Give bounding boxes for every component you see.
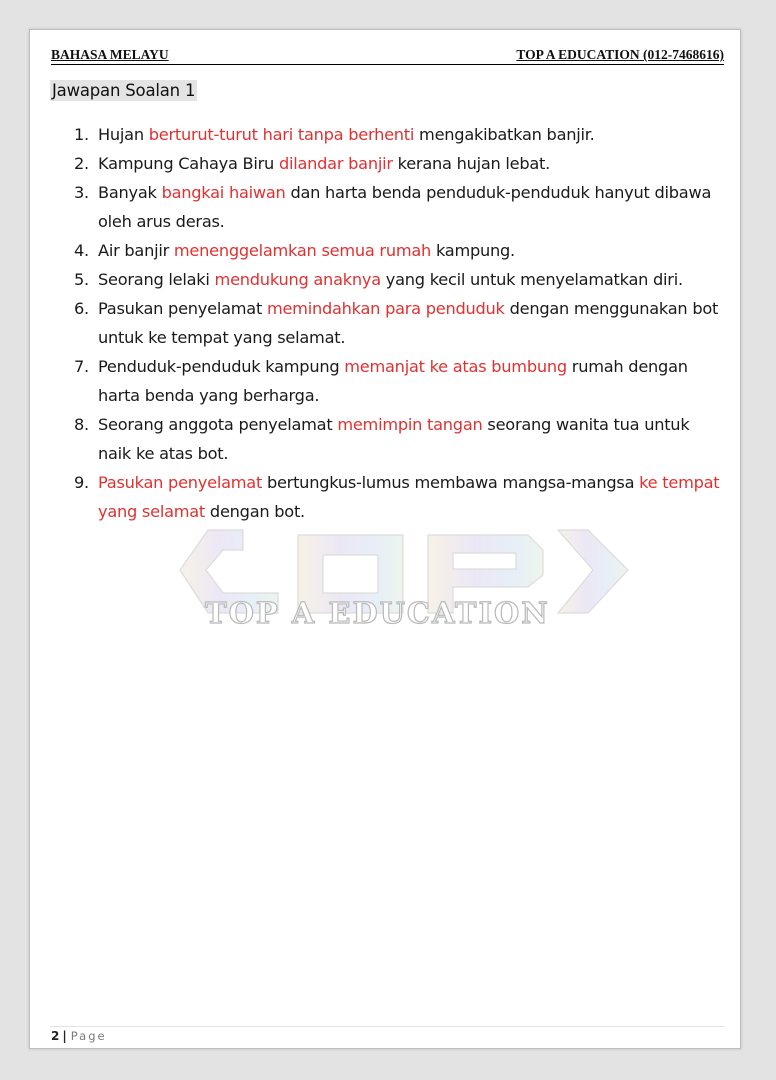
answer-item — [74, 468, 724, 526]
answer-item — [74, 149, 724, 178]
answer-text: Kampung Cahaya Biru — [98, 154, 279, 173]
answer-number: 7. — [74, 357, 89, 376]
answer-number: 4. — [74, 241, 89, 260]
answer-text: dan harta benda penduduk-penduduk hanyut dibawa oleh arus deras. — [98, 183, 712, 231]
answer-text: bertungkus-lumus membawa mangsa-mangsa — [262, 473, 640, 492]
header-publisher: TOP A EDUCATION (012-7468616) — [516, 47, 724, 62]
answer-text: seorang wanita tua untuk naik ke atas bot. — [98, 415, 690, 463]
watermark-text: TOP A EDUCATION — [205, 596, 550, 630]
page-header — [51, 44, 724, 65]
answer-keyword: memindahkan para penduduk — [266, 299, 505, 318]
answer-item — [74, 120, 724, 149]
answer-number: 3. — [74, 183, 89, 202]
answer-text: mengakibatkan banjir. — [414, 125, 595, 144]
answer-text: Hujan — [98, 125, 149, 144]
answer-text: Penduduk-penduduk kampung — [98, 357, 345, 376]
answer-item — [74, 178, 724, 236]
document-page — [29, 29, 741, 1049]
answer-keyword: menenggelamkan semua rumah — [173, 241, 432, 260]
answer-text: Seorang anggota penyelamat — [98, 415, 338, 434]
answer-text: dengan menggunakan bot untuk ke tempat yang selamat. — [98, 299, 719, 347]
answer-keyword: mendukung anaknya — [214, 270, 381, 289]
answer-text: Pasukan penyelamat — [98, 299, 267, 318]
page-footer — [51, 1029, 107, 1043]
answer-item — [74, 294, 724, 352]
answer-number: 1. — [74, 125, 89, 144]
header-subject: BAHASA MELAYU — [51, 47, 169, 62]
answer-number: 9. — [74, 473, 89, 492]
footer-divider — [50, 1026, 724, 1027]
answer-keyword: dilandar banjir — [278, 154, 393, 173]
page-number: 2 — [51, 1029, 60, 1043]
answer-text: dengan bot. — [205, 502, 305, 521]
answer-item — [74, 265, 724, 294]
answer-text: yang kecil untuk menyelamatkan diri. — [380, 270, 683, 289]
answer-number: 5. — [74, 270, 89, 289]
answer-keyword: memanjat ke atas bumbung — [344, 357, 567, 376]
answer-keyword: berturut-turut hari tanpa berhenti — [148, 125, 415, 144]
answer-text: rumah dengan harta benda yang berharga. — [98, 357, 688, 405]
answer-text: Air banjir — [98, 241, 174, 260]
answer-number: 2. — [74, 154, 89, 173]
section-title: Jawapan Soalan 1 — [52, 81, 196, 100]
answer-text: Seorang lelaki — [98, 270, 215, 289]
answer-keyword: memimpin tangan — [337, 415, 483, 434]
answer-item — [74, 410, 724, 468]
answer-keyword: Pasukan penyelamat — [98, 473, 263, 492]
answer-text: kerana hujan lebat. — [392, 154, 551, 173]
answer-number: 6. — [74, 299, 89, 318]
answer-keyword: bangkai haiwan — [161, 183, 286, 202]
answer-list — [74, 120, 724, 526]
answer-item — [74, 236, 724, 265]
answer-item — [74, 352, 724, 410]
page-label: Page — [70, 1029, 107, 1043]
answer-text: Banyak — [98, 183, 162, 202]
answer-text: kampung. — [431, 241, 515, 260]
footer-separator: | — [62, 1029, 67, 1043]
answer-keyword: ke tempat yang selamat — [98, 473, 720, 521]
answer-number: 8. — [74, 415, 89, 434]
